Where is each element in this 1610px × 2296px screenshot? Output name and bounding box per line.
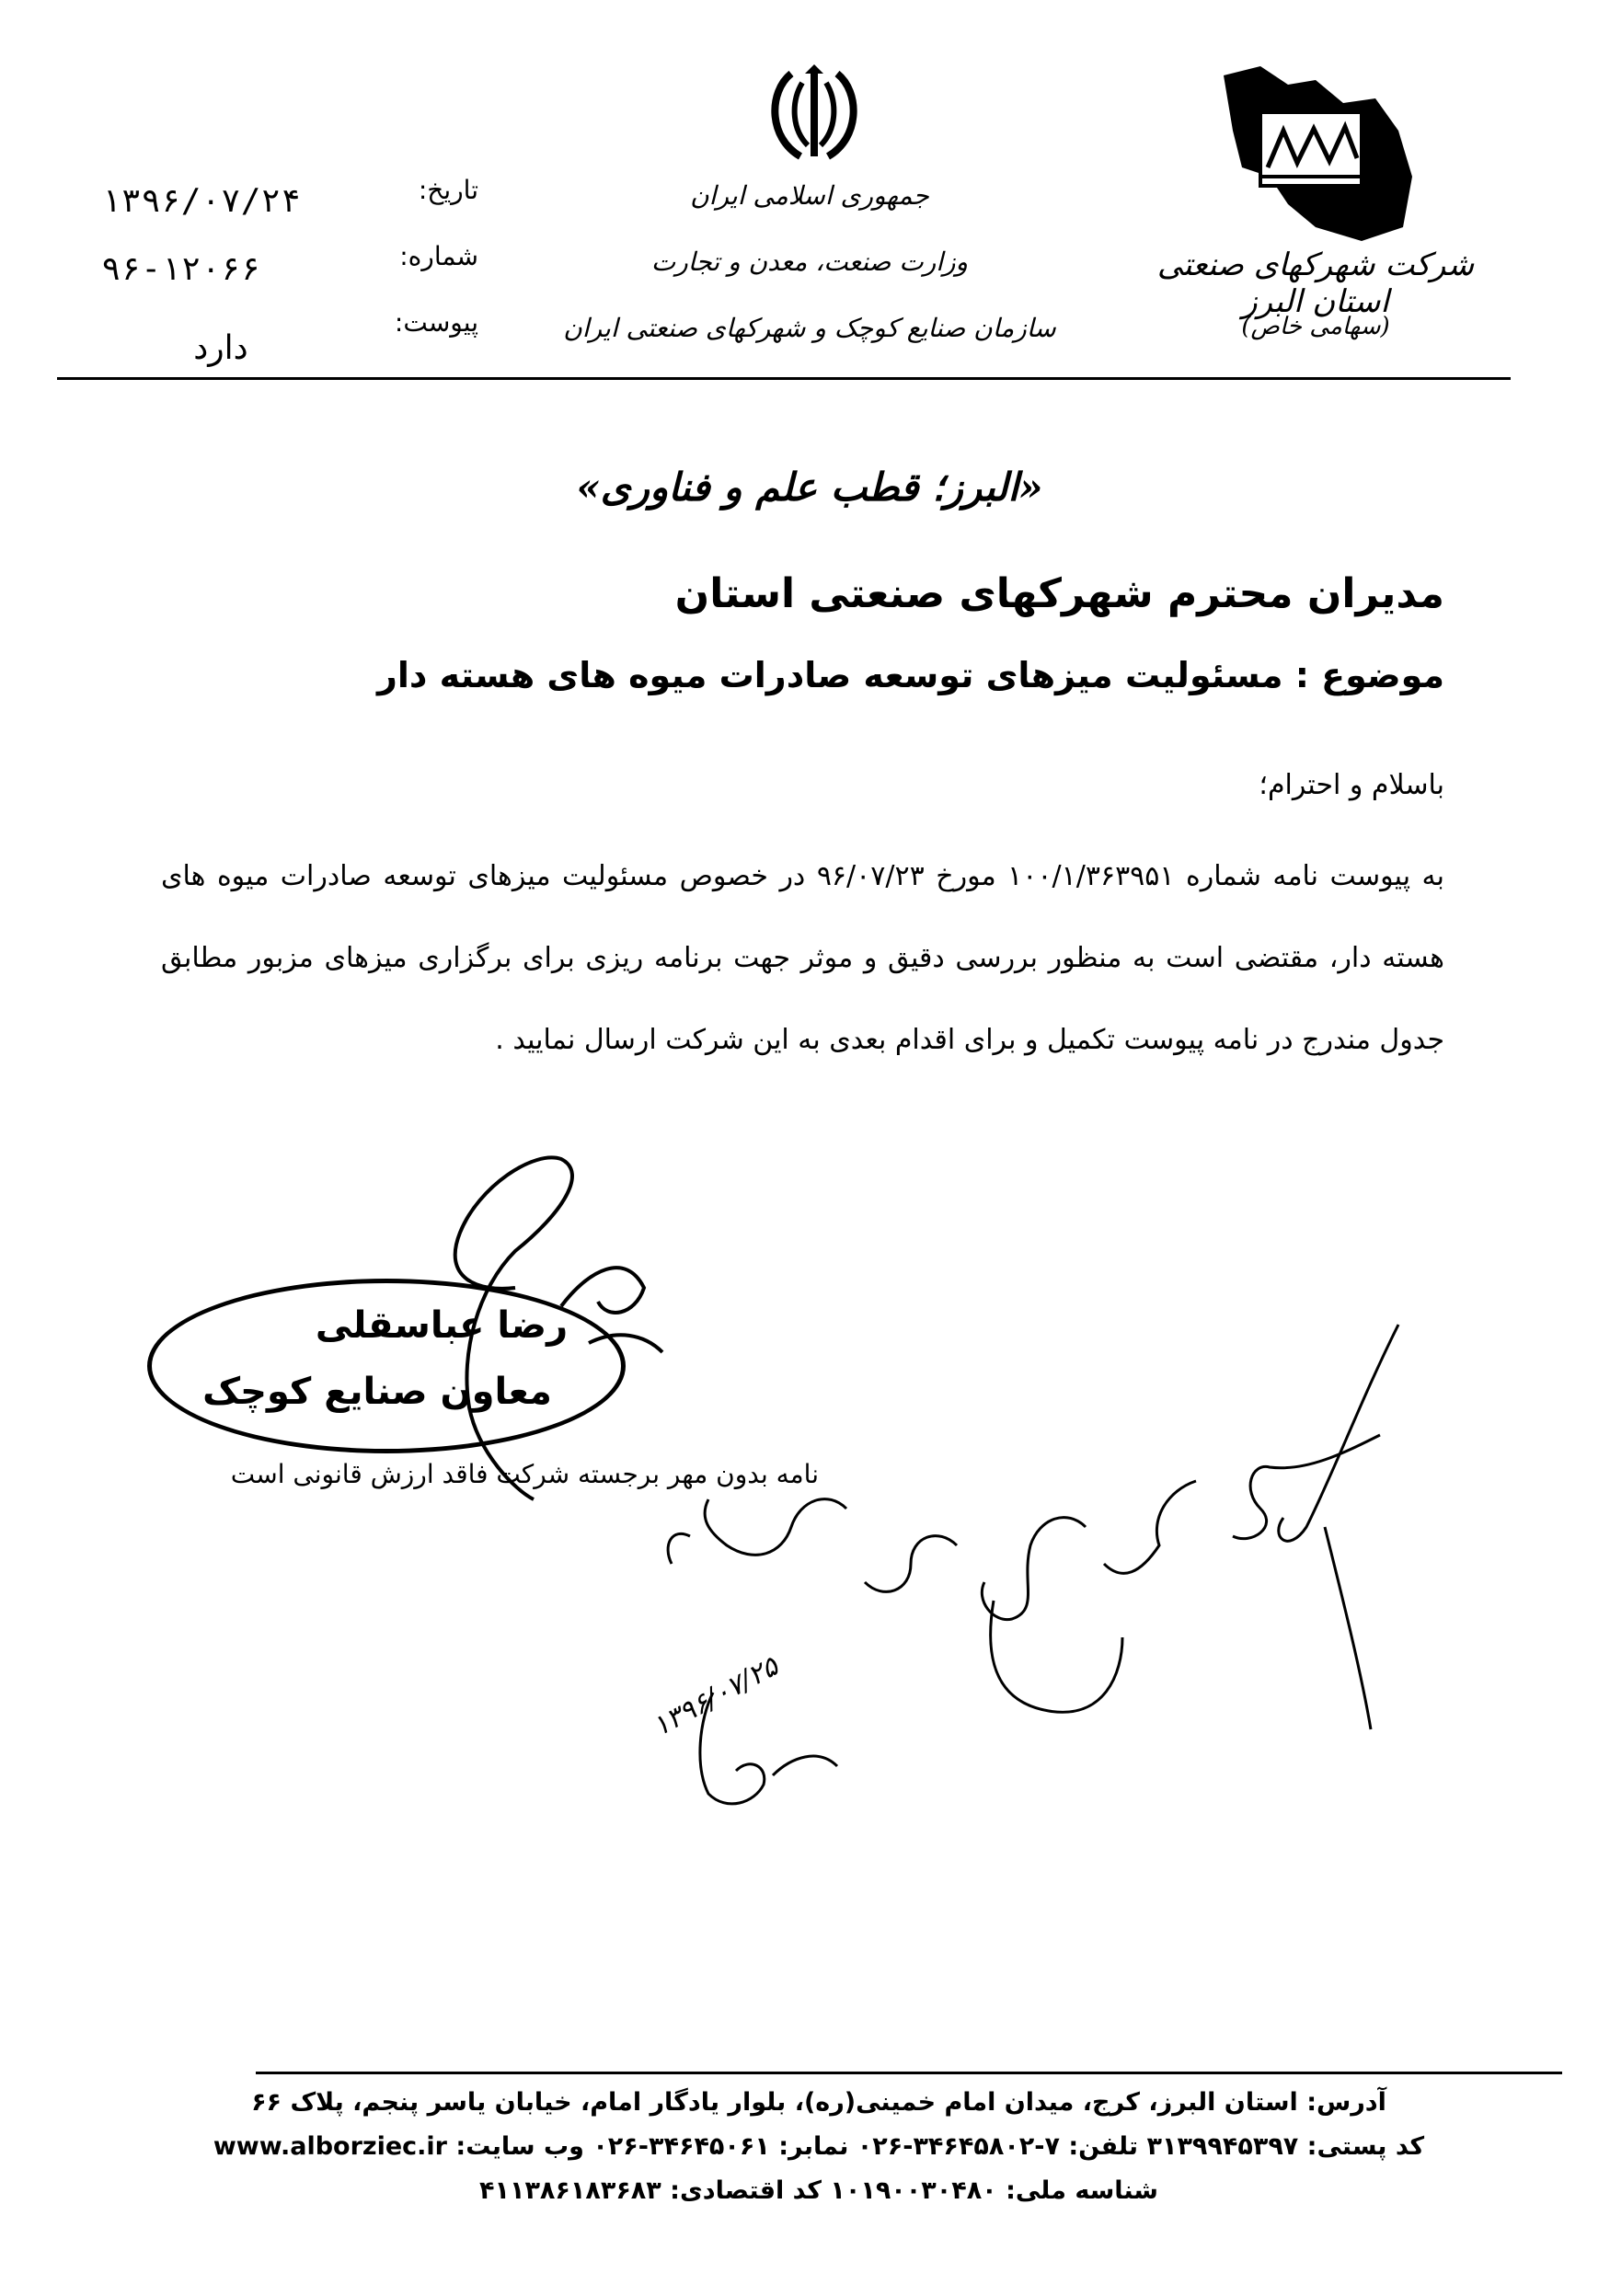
footer-address: آدرس: استان البرز، کرج، میدان امام خمینی(ره)، بلوار یادگار امام، خیابان یاسر پنجم، پلاک ۶۶	[251, 2088, 1386, 2117]
iran-emblem-icon	[764, 64, 865, 166]
date-value: ۱۳۹۶/۰۷/۲۴	[101, 182, 301, 220]
company-logo-icon	[1205, 66, 1417, 250]
footer-divider	[256, 2072, 1562, 2074]
handwritten-date: ۱۳۹۶/۰۷/۲۵	[647, 1650, 784, 1743]
header-divider	[57, 377, 1511, 380]
greeting: باسلام و احترام؛	[1259, 769, 1444, 801]
recipient-line: مدیران محترم شهرکهای صنعتی استان	[674, 570, 1444, 617]
company-name: شرکت شهرکهای صنعتی استان البرز	[1156, 247, 1475, 320]
signer-title: معاون صنایع کوچک	[202, 1371, 552, 1413]
footer-contacts: کد پستی: ۳۱۳۹۹۴۵۳۹۷ تلفن: ۷-۳۴۶۴۵۸۰۲-۰۲۶ نمابر: ۳۴۶۴۵۰۶۱-۰۲۶ وب سایت: www.alborziec.ir	[213, 2132, 1425, 2161]
footer-ids: شناسه ملی: ۱۰۱۹۰۰۳۰۴۸۰ کد اقتصادی: ۴۱۱۳۸۶۱۸۳۶۸۳	[479, 2176, 1158, 2205]
motto: «البرز؛ قطب علم و فناوری»	[576, 465, 1043, 510]
handwritten-referral-note	[607, 1306, 1435, 1895]
stamp-notice: نامه بدون مهر برجسته شرکت فاقد ارزش قانونی است	[230, 1459, 819, 1489]
subject-line: موضوع : مسئولیت میزهای توسعه صادرات میوه های هسته دار	[376, 655, 1444, 695]
company-type: (سهامی خاص)	[1241, 313, 1390, 340]
letter-body: به پیوست نامه شماره ۱۰۰/۱/۳۶۳۹۵۱ مورخ ۹۶/۰۷/۲۳ در خصوص مسئولیت میزهای توسعه صادرات میوه های هسته دار، مقتضی است به منظور بررسی دقیق و موثر جهت برنامه ریزی برای برگزاری میزهای مزبور مطابق جدول مندرج در نامه پیوست تکمیل و برای اقدام بعدی به این شرکت ارسال نمایید .	[161, 860, 1444, 1056]
signer-name: رضا عباسقلی	[315, 1304, 569, 1347]
number-value: ۹۶-۱۲۰۶۶	[101, 250, 261, 288]
number-label: شماره:	[399, 241, 478, 271]
attachment-value: دارد	[193, 329, 248, 367]
ministry-title: وزارت صنعت، معدن و تجارت	[650, 247, 969, 277]
attachment-label: پیوست:	[394, 307, 478, 338]
date-label: تاریخ:	[418, 175, 478, 205]
organization-title: سازمان صنایع کوچک و شهرکهای صنعتی ایران	[563, 313, 1056, 343]
republic-title: جمهوری اسلامی ایران	[690, 180, 929, 211]
